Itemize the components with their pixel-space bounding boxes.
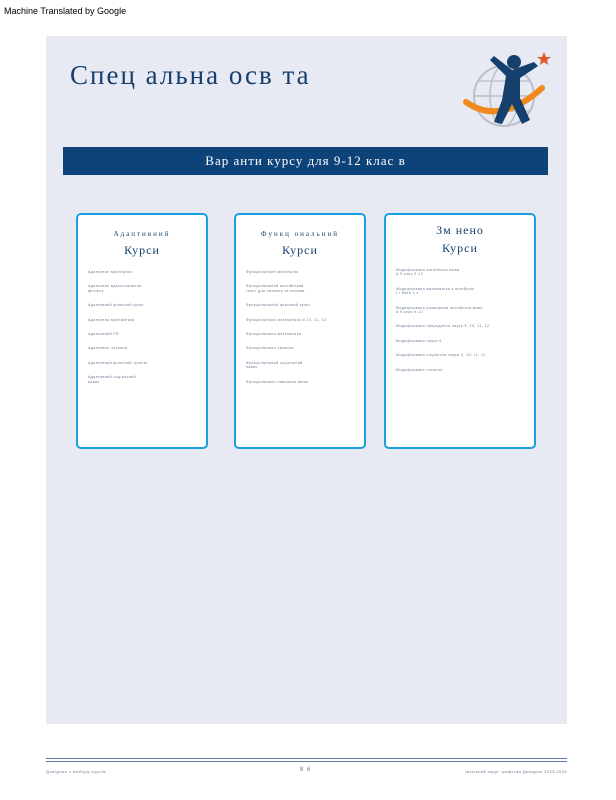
footer-divider bbox=[46, 758, 567, 759]
course-item: Адаптивне мистецтво bbox=[88, 270, 133, 274]
course-item: Функціональна математика bbox=[246, 332, 302, 337]
course-item: Функціональна математика 9-10, 11, 12 bbox=[246, 317, 327, 322]
course-item: Адаптивний соціальний навик bbox=[88, 375, 137, 384]
course-item: Адаптивне вдосконалення фітнесу bbox=[88, 284, 142, 293]
course-item: Адаптивна математика bbox=[88, 317, 135, 322]
page-title: Спец альна осв та bbox=[70, 60, 311, 90]
course-item: Модифікована соціальна наука 9, 10, 11, 12 bbox=[396, 353, 486, 358]
footer-right-text: Шкільний округ графства Девідсон 2023-2024 bbox=[465, 769, 567, 774]
course-item: Функціональне навчання вмінь bbox=[246, 379, 309, 384]
functional-courses-card bbox=[234, 213, 366, 449]
course-item: Адаптивне читання bbox=[88, 346, 128, 351]
course-item: Адаптивний фізичний тренінг bbox=[88, 360, 148, 365]
course-item: Функціональне мистецтво bbox=[246, 270, 299, 274]
course-item: Функціональний фізичний культ bbox=[246, 303, 311, 308]
course-item: Модифікована природнича наука 9, 10, 11, 12 bbox=[396, 324, 490, 329]
modified-courses-card bbox=[384, 213, 536, 449]
card-title: Курси bbox=[282, 243, 318, 257]
course-item: Функціональне читання bbox=[246, 346, 294, 351]
course-item: Адаптивний фізичний культ bbox=[88, 303, 144, 308]
page-number: 8 6 bbox=[300, 767, 312, 773]
course-item: Модифікована математика з алгеброю І І Math 1 з bbox=[396, 286, 475, 296]
adaptive-courses-card bbox=[76, 213, 208, 449]
course-list bbox=[386, 268, 534, 372]
section-banner: Вар анти курсу для 9-12 клас в bbox=[63, 147, 548, 175]
card-title: Курси bbox=[124, 243, 160, 257]
course-item: Функціональний англійський текст для читання та письма bbox=[246, 284, 305, 293]
course-item: Модифіковане читання bbox=[396, 367, 443, 372]
card-subtitle: Зм нено bbox=[436, 223, 484, 237]
footer-divider bbox=[46, 761, 567, 762]
course-item: Адаптивний PE bbox=[88, 332, 119, 337]
card-subtitle: Адаптивний bbox=[113, 230, 171, 238]
district-logo-icon bbox=[460, 44, 552, 136]
card-title: Курси bbox=[442, 241, 478, 255]
course-item: Модифікована розширена англійська мова A 9 клас 9-12 bbox=[396, 305, 483, 315]
course-item: Модифікована наука 9 bbox=[396, 338, 442, 343]
machine-translated-label: Machine Translated by Google bbox=[4, 6, 127, 16]
course-item: Функціональний соціальний навик bbox=[246, 360, 303, 370]
course-list bbox=[236, 270, 364, 384]
course-item: Модифікована англійська мова A 9 клас 9-12 bbox=[396, 268, 460, 277]
footer-left-text: Довідник з вибору курсів bbox=[46, 769, 107, 774]
course-list bbox=[78, 270, 206, 384]
card-subtitle: Функц ональний bbox=[260, 230, 339, 238]
